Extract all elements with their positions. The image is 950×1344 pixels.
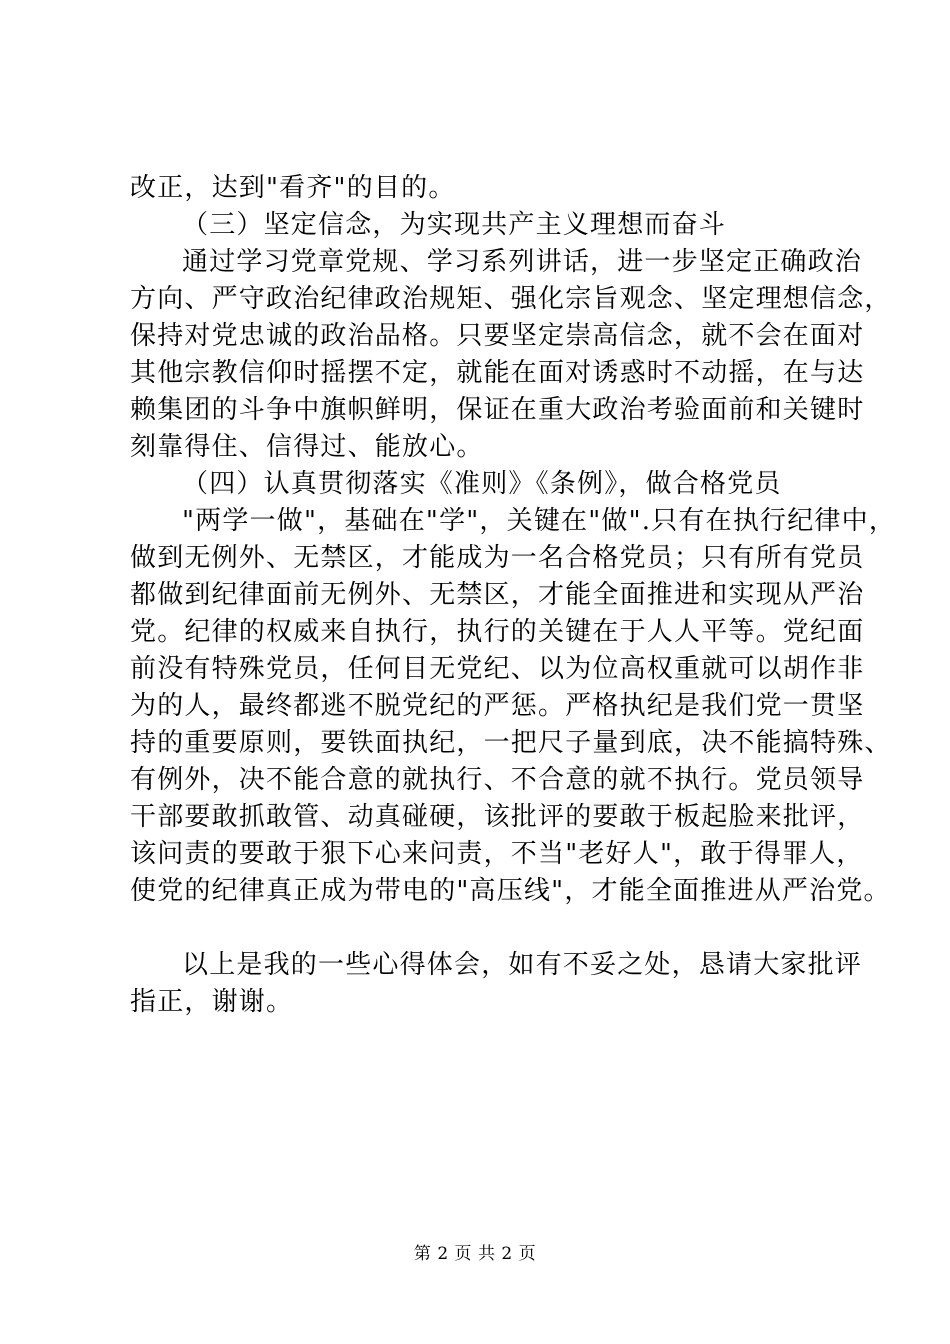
page-footer: 第 2 页 共 2 页 bbox=[413, 1244, 537, 1264]
body-line: 都做到纪律面前无例外、无禁区，才能全面推进和实现从严治 bbox=[130, 580, 865, 610]
body-line: 做到无例外、无禁区，才能成为一名合格党员；只有所有党员 bbox=[130, 543, 865, 573]
paragraph-gap bbox=[130, 910, 834, 947]
body-line: 其他宗教信仰时摇摆不定，就能在面对诱惑时不动摇，在与达 bbox=[130, 358, 865, 388]
body-line: 使党的纪律真正成为带电的"高压线"，才能全面推进从严治党。 bbox=[130, 876, 891, 906]
section-heading: （四）认真贯彻落实《准则》《条例》，做合格党员 bbox=[182, 469, 782, 499]
closing-line: 以上是我的一些心得体会，如有不妥之处，恳请大家批评 bbox=[182, 950, 863, 980]
body-line: "两学一做"，基础在"学"，关键在"做".只有在执行纪律中， bbox=[182, 506, 897, 536]
body-line: 为的人，最终都逃不脱党纪的严惩。严格执纪是我们党一贯坚 bbox=[130, 691, 865, 721]
body-line: 保持对党忠诚的政治品格。只要坚定崇高信念，就不会在面对 bbox=[130, 321, 865, 351]
body-line: 方向、严守政治纪律政治规矩、强化宗旨观念、坚定理想信念， bbox=[130, 284, 892, 314]
body-line: 党。纪律的权威来自执行，执行的关键在于人人平等。党纪面 bbox=[130, 617, 865, 647]
closing-line: 指正，谢谢。 bbox=[130, 987, 294, 1017]
body-line: 前没有特殊党员，任何目无党纪、以为位高权重就可以胡作非 bbox=[130, 654, 865, 684]
body-line: 改正，达到"看齐"的目的。 bbox=[130, 173, 456, 203]
body-line: 干部要敢抓敢管、动真碰硬，该批评的要敢于板起脸来批评， bbox=[130, 802, 865, 832]
body-line: 该问责的要敢于狠下心来问责，不当"老好人"，敢于得罪人， bbox=[130, 839, 864, 869]
body-line: 赖集团的斗争中旗帜鲜明，保证在重大政治考验面前和关键时 bbox=[130, 395, 865, 425]
body-line: 有例外，决不能合意的就执行、不合意的就不执行。党员领导 bbox=[130, 765, 865, 795]
body-line: 通过学习党章党规、学习系列讲话，进一步坚定正确政治 bbox=[182, 247, 863, 277]
body-line: 持的重要原则，要铁面执纪，一把尺子量到底，决不能搞特殊、 bbox=[130, 728, 892, 758]
document-body bbox=[130, 170, 897, 1021]
body-line: 刻靠得住、信得过、能放心。 bbox=[130, 432, 484, 462]
section-heading: （三）坚定信念，为实现共产主义理想而奋斗 bbox=[182, 210, 727, 240]
